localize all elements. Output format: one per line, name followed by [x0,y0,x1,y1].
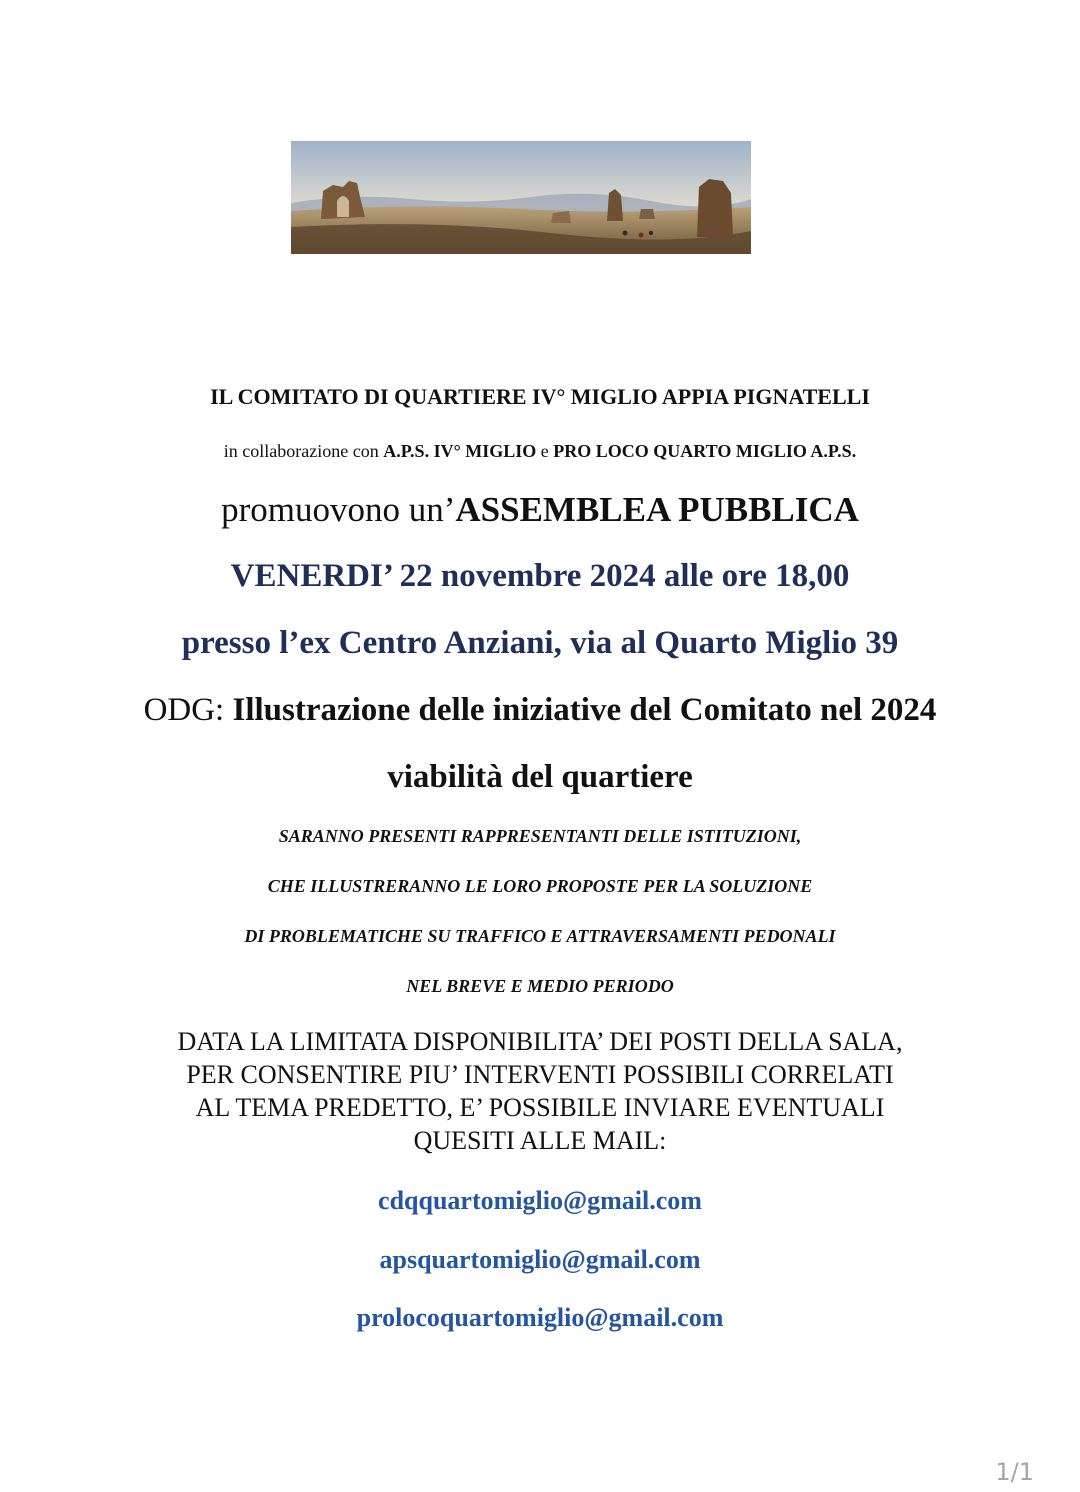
collaboration-conjunction: e [536,441,554,461]
email-link-aps[interactable]: apsquartomiglio@gmail.com [379,1245,701,1274]
seating-notice-line: AL TEMA PREDETTO, E’ POSSIBILE INVIARE EVENTUALI [195,1093,885,1122]
event-date: VENERDI’ 22 novembre 2024 alle ore 18,00 [230,558,850,594]
agenda-item-traffic: viabilità del quartiere [387,759,693,795]
collaboration-line [0,442,1080,460]
email-link-proloco[interactable]: prolocoquartomiglio@gmail.com [356,1303,724,1332]
collaboration-org-proloco: PRO LOCO QUARTO MIGLIO A.P.S. [553,441,857,461]
seating-notice-line: DATA LA LIMITATA DISPONIBILITA’ DEI POSTI DELLA SALA, [177,1027,903,1056]
agenda-item-initiatives: Illustrazione delle iniziative del Comitato nel 2024 [232,692,937,728]
agenda-line [0,694,1080,727]
committee-heading: IL COMITATO DI QUARTIERE IV° MIGLIO APPIA PIGNATELLI [210,384,870,409]
page-indicator: 1/1 [995,1458,1034,1486]
banner-painting-icon [291,141,751,254]
collaboration-prefix: in collaborazione con [223,441,384,461]
agenda-label: ODG: [143,692,233,728]
promote-line [0,492,1080,527]
seating-notice-line: PER CONSENTIRE PIU’ INTERVENTI POSSIBILI CORRELATI [186,1060,894,1089]
notice-line: NEL BREVE E MEDIO PERIODO [406,976,674,996]
notice-line: CHE ILLUSTRERANNO LE LORO PROPOSTE PER LA SOLUZIONE [267,876,813,896]
collaboration-org-aps: A.P.S. IV° MIGLIO [383,441,537,461]
event-place: presso l’ex Centro Anziani, via al Quarto Miglio 39 [181,625,899,661]
seating-notice-line: QUESITI ALLE MAIL: [413,1126,667,1155]
assembly-title: ASSEMBLEA PUBBLICA [455,490,859,529]
promote-prefix: promuovono un’ [221,490,456,529]
email-link-cdq[interactable]: cdqquartomiglio@gmail.com [378,1186,702,1215]
notice-line: DI PROBLEMATICHE SU TRAFFICO E ATTRAVERSAMENTI PEDONALI [244,926,836,946]
notice-line: SARANNO PRESENTI RAPPRESENTANTI DELLE ISTITUZIONI, [278,826,802,846]
